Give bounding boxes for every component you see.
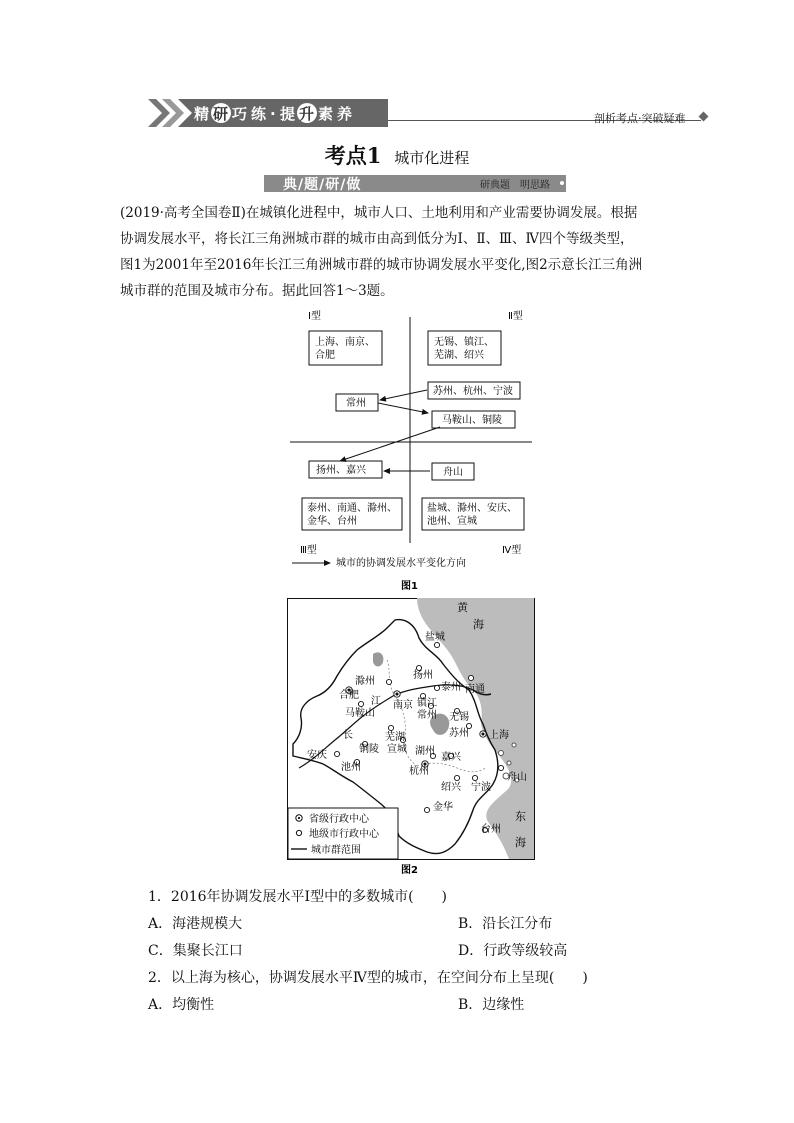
city-anqing: 安庆 bbox=[307, 750, 327, 761]
city-marker-icon bbox=[434, 642, 439, 647]
capital-marker-icon bbox=[482, 733, 484, 735]
city-jinhua: 金华 bbox=[433, 802, 453, 813]
box-type-i-line1: 上海、南京、 bbox=[315, 337, 375, 348]
city-hangzhou: 杭州 bbox=[409, 766, 429, 777]
intro-line-2: 协调发展水平，将长江三角洲城市群的城市由高到低分为Ⅰ、Ⅱ、Ⅲ、Ⅳ四个等级类型， bbox=[120, 231, 634, 247]
city-taizhou-north: 泰州 bbox=[441, 682, 461, 693]
quad-i-label: Ⅰ型 bbox=[308, 311, 321, 322]
city-marker-icon bbox=[434, 685, 439, 690]
legend-prefecture: 地级市行政中心 bbox=[309, 829, 379, 840]
city-taizhou-south: 台州 bbox=[481, 824, 501, 835]
city-marker-icon bbox=[296, 830, 301, 835]
box-type-i-line2: 合肥 bbox=[315, 350, 335, 361]
section-banner bbox=[148, 99, 388, 127]
arrow-changzhou-to-maanshan bbox=[378, 403, 428, 413]
city-huzhou: 湖州 bbox=[415, 746, 435, 757]
city-shaoxing: 绍兴 bbox=[441, 782, 461, 793]
box-type-iii-line2: 金华、台州 bbox=[307, 516, 357, 527]
intro-line-1: (2019·高考全国卷Ⅱ)在城镇化进程中，城市人口、土地利用和产业需要协调发展。根据 bbox=[120, 205, 638, 221]
city-changzhou: 常州 bbox=[417, 710, 437, 721]
question-1-stem: 1．2016年协调发展水平Ⅰ型中的多数城市( ) bbox=[148, 889, 447, 905]
quad-iv-label: Ⅳ型 bbox=[502, 545, 522, 556]
fig1-legend-text: 城市的协调发展水平变化方向 bbox=[336, 558, 466, 569]
island-icon bbox=[499, 751, 504, 756]
fig1-caption: 图1 bbox=[401, 581, 418, 592]
box-maanshan-text: 马鞍山、铜陵 bbox=[442, 415, 502, 426]
island-icon bbox=[512, 743, 516, 747]
sea-yellow-label-1: 黄 bbox=[457, 601, 468, 614]
box-type-iii-line1: 泰州、南通、滁州、 bbox=[307, 503, 397, 514]
city-ningbo: 宁波 bbox=[471, 782, 491, 793]
city-zhoushan: 舟山 bbox=[507, 772, 527, 783]
city-wuxi: 无锡 bbox=[449, 712, 469, 723]
river-label-2: 长 bbox=[343, 730, 353, 741]
banner-char: · bbox=[270, 105, 276, 123]
city-chizhou: 池州 bbox=[341, 762, 361, 773]
q1-option-d[interactable]: D．行政等级较高 bbox=[458, 943, 568, 959]
intro-line-4: 城市群的范围及城市分布。据此回答1～3题。 bbox=[120, 283, 394, 299]
subsection-label: 典/题/研/做 bbox=[283, 177, 362, 193]
banner-char: 升 bbox=[299, 105, 315, 123]
city-chuzhou: 滁州 bbox=[355, 676, 375, 687]
legend-boundary: 城市群范围 bbox=[311, 845, 361, 856]
city-marker-icon bbox=[334, 751, 339, 756]
city-marker-icon bbox=[472, 775, 477, 780]
box-type-ii-line2: 芜湖、绍兴 bbox=[434, 350, 484, 361]
capital-marker-icon bbox=[424, 763, 426, 765]
arrow-suzhou-to-changzhou bbox=[380, 390, 427, 400]
dot-icon bbox=[560, 181, 564, 185]
fig2-caption: 图2 bbox=[401, 865, 418, 876]
box-type-ii-line1: 无锡、镇江、 bbox=[434, 337, 494, 348]
point-title: 城市化进程 bbox=[394, 149, 470, 167]
box-zhoushan-text: 舟山 bbox=[443, 467, 463, 478]
banner-subtitle: 剖析考点·突破疑难 bbox=[594, 112, 686, 125]
banner-char: 研 bbox=[213, 105, 229, 123]
banner-char: 练 bbox=[251, 105, 267, 123]
box-type-iv-line1: 盐城、滁州、安庆、 bbox=[427, 503, 517, 514]
city-marker-icon bbox=[468, 675, 473, 680]
city-suzhou: 苏州 bbox=[449, 728, 469, 739]
arrow-maanshan-to-yangzhou bbox=[340, 427, 440, 461]
city-marker-icon bbox=[358, 701, 363, 706]
box-yangzhou-text: 扬州、嘉兴 bbox=[316, 465, 366, 476]
banner-char: 养 bbox=[337, 105, 353, 123]
point-label: 考点1 bbox=[324, 143, 382, 168]
city-marker-icon bbox=[424, 807, 429, 812]
sea-east-label-1: 东 bbox=[515, 810, 526, 823]
city-xuancheng: 宣城 bbox=[387, 744, 407, 755]
banner-char: 巧 bbox=[232, 105, 248, 123]
island-icon bbox=[507, 761, 511, 765]
city-marker-icon bbox=[388, 725, 393, 730]
question-2-stem: 2．以上海为核心，协调发展水平Ⅳ型的城市，在空间分布上呈现( ) bbox=[148, 970, 588, 986]
banner-char: 精 bbox=[194, 105, 210, 123]
banner-char: 提 bbox=[280, 105, 296, 123]
city-marker-icon bbox=[498, 765, 503, 770]
box-type-iv-line2: 池州、宣城 bbox=[427, 516, 477, 527]
q1-option-b[interactable]: B．沿长江分布 bbox=[458, 916, 553, 932]
river-label-1: 江 bbox=[371, 696, 381, 707]
figure-2-map bbox=[287, 598, 535, 876]
banner-char: 素 bbox=[318, 105, 334, 123]
city-marker-icon bbox=[386, 679, 391, 684]
box-changzhou-text: 常州 bbox=[346, 398, 366, 409]
city-jiaxing: 嘉兴 bbox=[441, 752, 461, 763]
city-shanghai: 上海 bbox=[489, 730, 509, 741]
city-yangzhou: 扬州 bbox=[413, 670, 433, 681]
city-nanjing: 南京 bbox=[393, 700, 413, 711]
sea-yellow-label-2: 海 bbox=[473, 618, 484, 631]
capital-marker-icon bbox=[396, 693, 398, 695]
q1-option-a[interactable]: A．海港规模大 bbox=[148, 916, 243, 932]
city-yancheng: 盐城 bbox=[425, 632, 445, 643]
city-zhenjiang: 镇江 bbox=[417, 698, 437, 709]
legend-provincial: 省级行政中心 bbox=[309, 814, 369, 825]
box-suzhou-text: 苏州、杭州、宁波 bbox=[433, 386, 513, 397]
subsection-subtitle: 研典题 明思路 bbox=[480, 180, 550, 191]
q1-option-c[interactable]: C．集聚长江口 bbox=[148, 943, 243, 959]
q2-option-a[interactable]: A．均衡性 bbox=[148, 997, 215, 1013]
city-wuhu: 芜湖 bbox=[385, 732, 405, 743]
figure-1 bbox=[280, 305, 540, 595]
city-tongling: 铜陵 bbox=[359, 744, 379, 755]
intro-line-3: 图1为2001年至2016年长江三角洲城市群的城市协调发展水平变化,图2示意长江三角洲 bbox=[120, 257, 643, 273]
city-hefei: 合肥 bbox=[339, 690, 359, 701]
capital-marker-icon bbox=[298, 817, 300, 819]
city-nantong: 南通 bbox=[465, 684, 485, 695]
city-maanshan: 马鞍山 bbox=[345, 708, 375, 719]
point-heading bbox=[0, 140, 794, 170]
quad-iii-label: Ⅲ型 bbox=[300, 545, 317, 556]
q2-option-b[interactable]: B．边缘性 bbox=[458, 997, 525, 1013]
sea-east-label-2: 海 bbox=[515, 836, 526, 849]
quad-ii-label: Ⅱ型 bbox=[508, 311, 523, 322]
city-marker-icon bbox=[454, 775, 459, 780]
